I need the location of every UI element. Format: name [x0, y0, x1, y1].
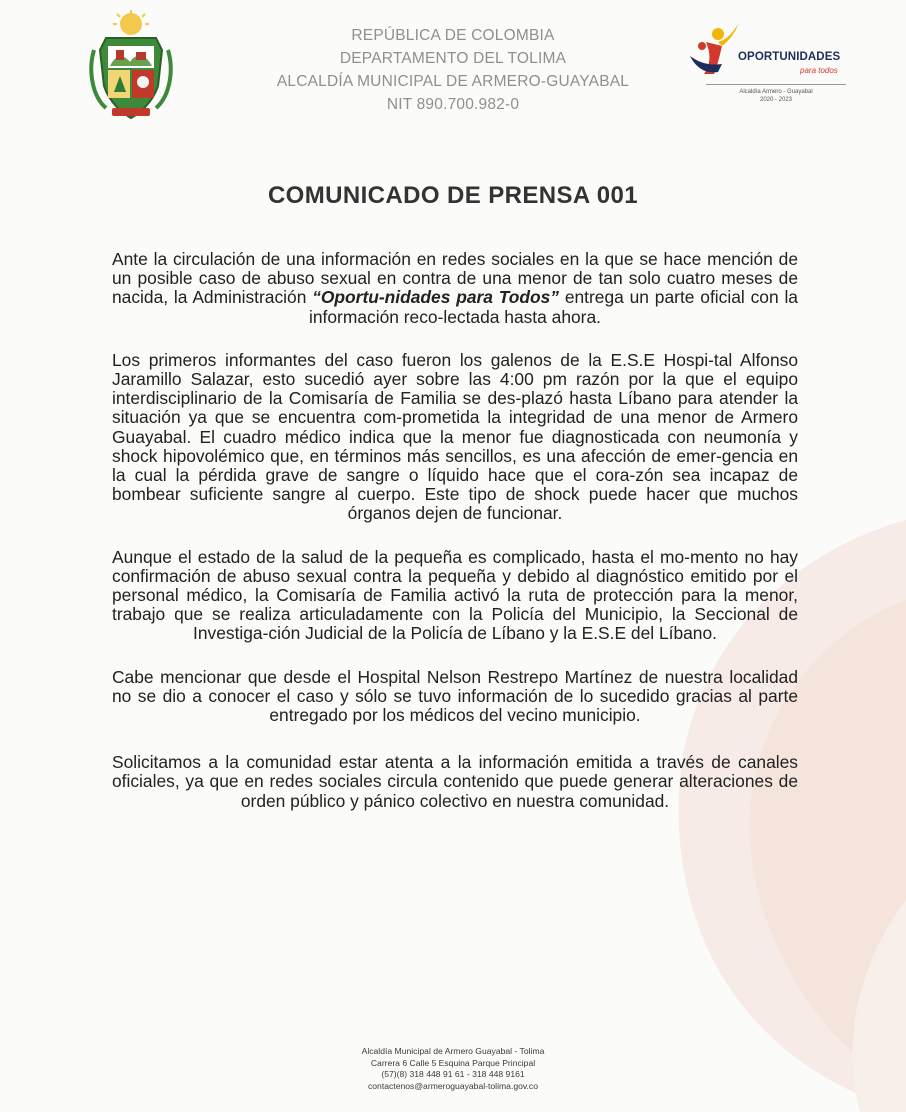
paragraph-2: Los primeros informantes del caso fueron los galenos de la E.S.E Hospi-tal Alfonso Jaramillo Salazar, esto sucedió ayer sobre las 4:00 pm razón por la que el equipo interdisciplinario de la Comisaría de Familia se des-plazó hasta Líbano para atender la situación ya que se encuentra com-prometida la integridad de una menor de Armero Guayabal. El cuadro médico indica que la menor fue diagnosticada con neumonía y shock hipovolémico que, en términos más sencillos, es una afección de emer-gencia en la cual la pérdida grave de sangre o líquido hace que el cora-zón sea incapaz de bombear suficiente sangre al cuerpo. Este tipo de shock puede hacer que muchos órganos dejen de funcionar.: [112, 349, 798, 524]
logo-subtitle: para todos: [800, 66, 838, 75]
paragraph-1-text-a: Ante la circulación de una información en redes sociales en la que se hace mención de un posible caso de abuso sexual en contra de una menor de tan solo cuatro meses de nacida, la Administración: [112, 249, 798, 308]
document-title: COMUNICADO DE PRENSA 001: [267, 182, 639, 209]
footer-line-2: Carrera 6 Calle 5 Esquina Parque Principal: [370, 1057, 536, 1068]
logo-caption-line1: Alcaldía Armero - Guayabal: [739, 89, 813, 95]
oportunidades-logo: [688, 22, 864, 118]
paragraph-1-text-b: entrega un parte oficial con la información reco-lectada hasta ahora.: [309, 287, 798, 327]
logo-title: OPORTUNIDADES: [738, 51, 841, 63]
logo-caption-line2: 2020 - 2023: [759, 97, 793, 103]
footer-line-1: Alcaldía Municipal de Armero Guayabal - Tolima: [361, 1046, 545, 1056]
header-municipality: ALCALDÍA MUNICIPAL DE ARMERO-GUAYABAL: [276, 73, 630, 90]
paragraph-4: Cabe mencionar que desde el Hospital Nelson Restrepo Martínez de nuestra localidad no se dio a conocer el caso y sólo se tuvo información de lo sucedido gracias al parte entregado por los médicos del vecino municipio.: [112, 666, 798, 726]
paragraph-3: Aunque el estado de la salud de la pequeña es complicado, hasta el mo-mento no hay confirmación de abuso sexual contra la pequeña y debido al diagnóstico emitido por el personal médico, la Comisaría de Familia activó la ruta de protección para la menor, trabajo que se realiza articuladamente con la Policía del Municipio, la Seccional de Investiga-ción Judicial de la Policía de Líbano y la E.S.E del Líbano.: [112, 546, 798, 644]
footer-contact-block: [0, 1046, 906, 1092]
header-department: DEPARTAMENTO DEL TOLIMA: [339, 50, 567, 67]
logo-caption: [688, 88, 864, 104]
footer-phone: (57)(8) 318 448 91 61 - 318 448 9161: [381, 1069, 525, 1079]
municipal-coat-of-arms-icon: [86, 10, 176, 122]
header-institution-block: [238, 24, 668, 116]
header-country: REPÚBLICA DE COLOMBIA: [351, 27, 555, 44]
footer-email: contactenos@armeroguayabal-tolima.gov.co: [367, 1080, 539, 1091]
document-body: [112, 250, 798, 835]
paragraph-5: Solicitamos a la comunidad estar atenta a la información emitida a través de canales oficiales, ya que en redes sociales circula contenido que puede generar alteraciones de orden público y pánico colectivo en nuestra comunidad.: [112, 752, 798, 811]
campaign-name-emphasis: “Oportu-nidades para Todos”: [312, 287, 559, 308]
logo-divider: [706, 84, 846, 85]
paragraph-1: [112, 250, 798, 327]
header-nit: NIT 890.700.982-0: [386, 96, 520, 113]
